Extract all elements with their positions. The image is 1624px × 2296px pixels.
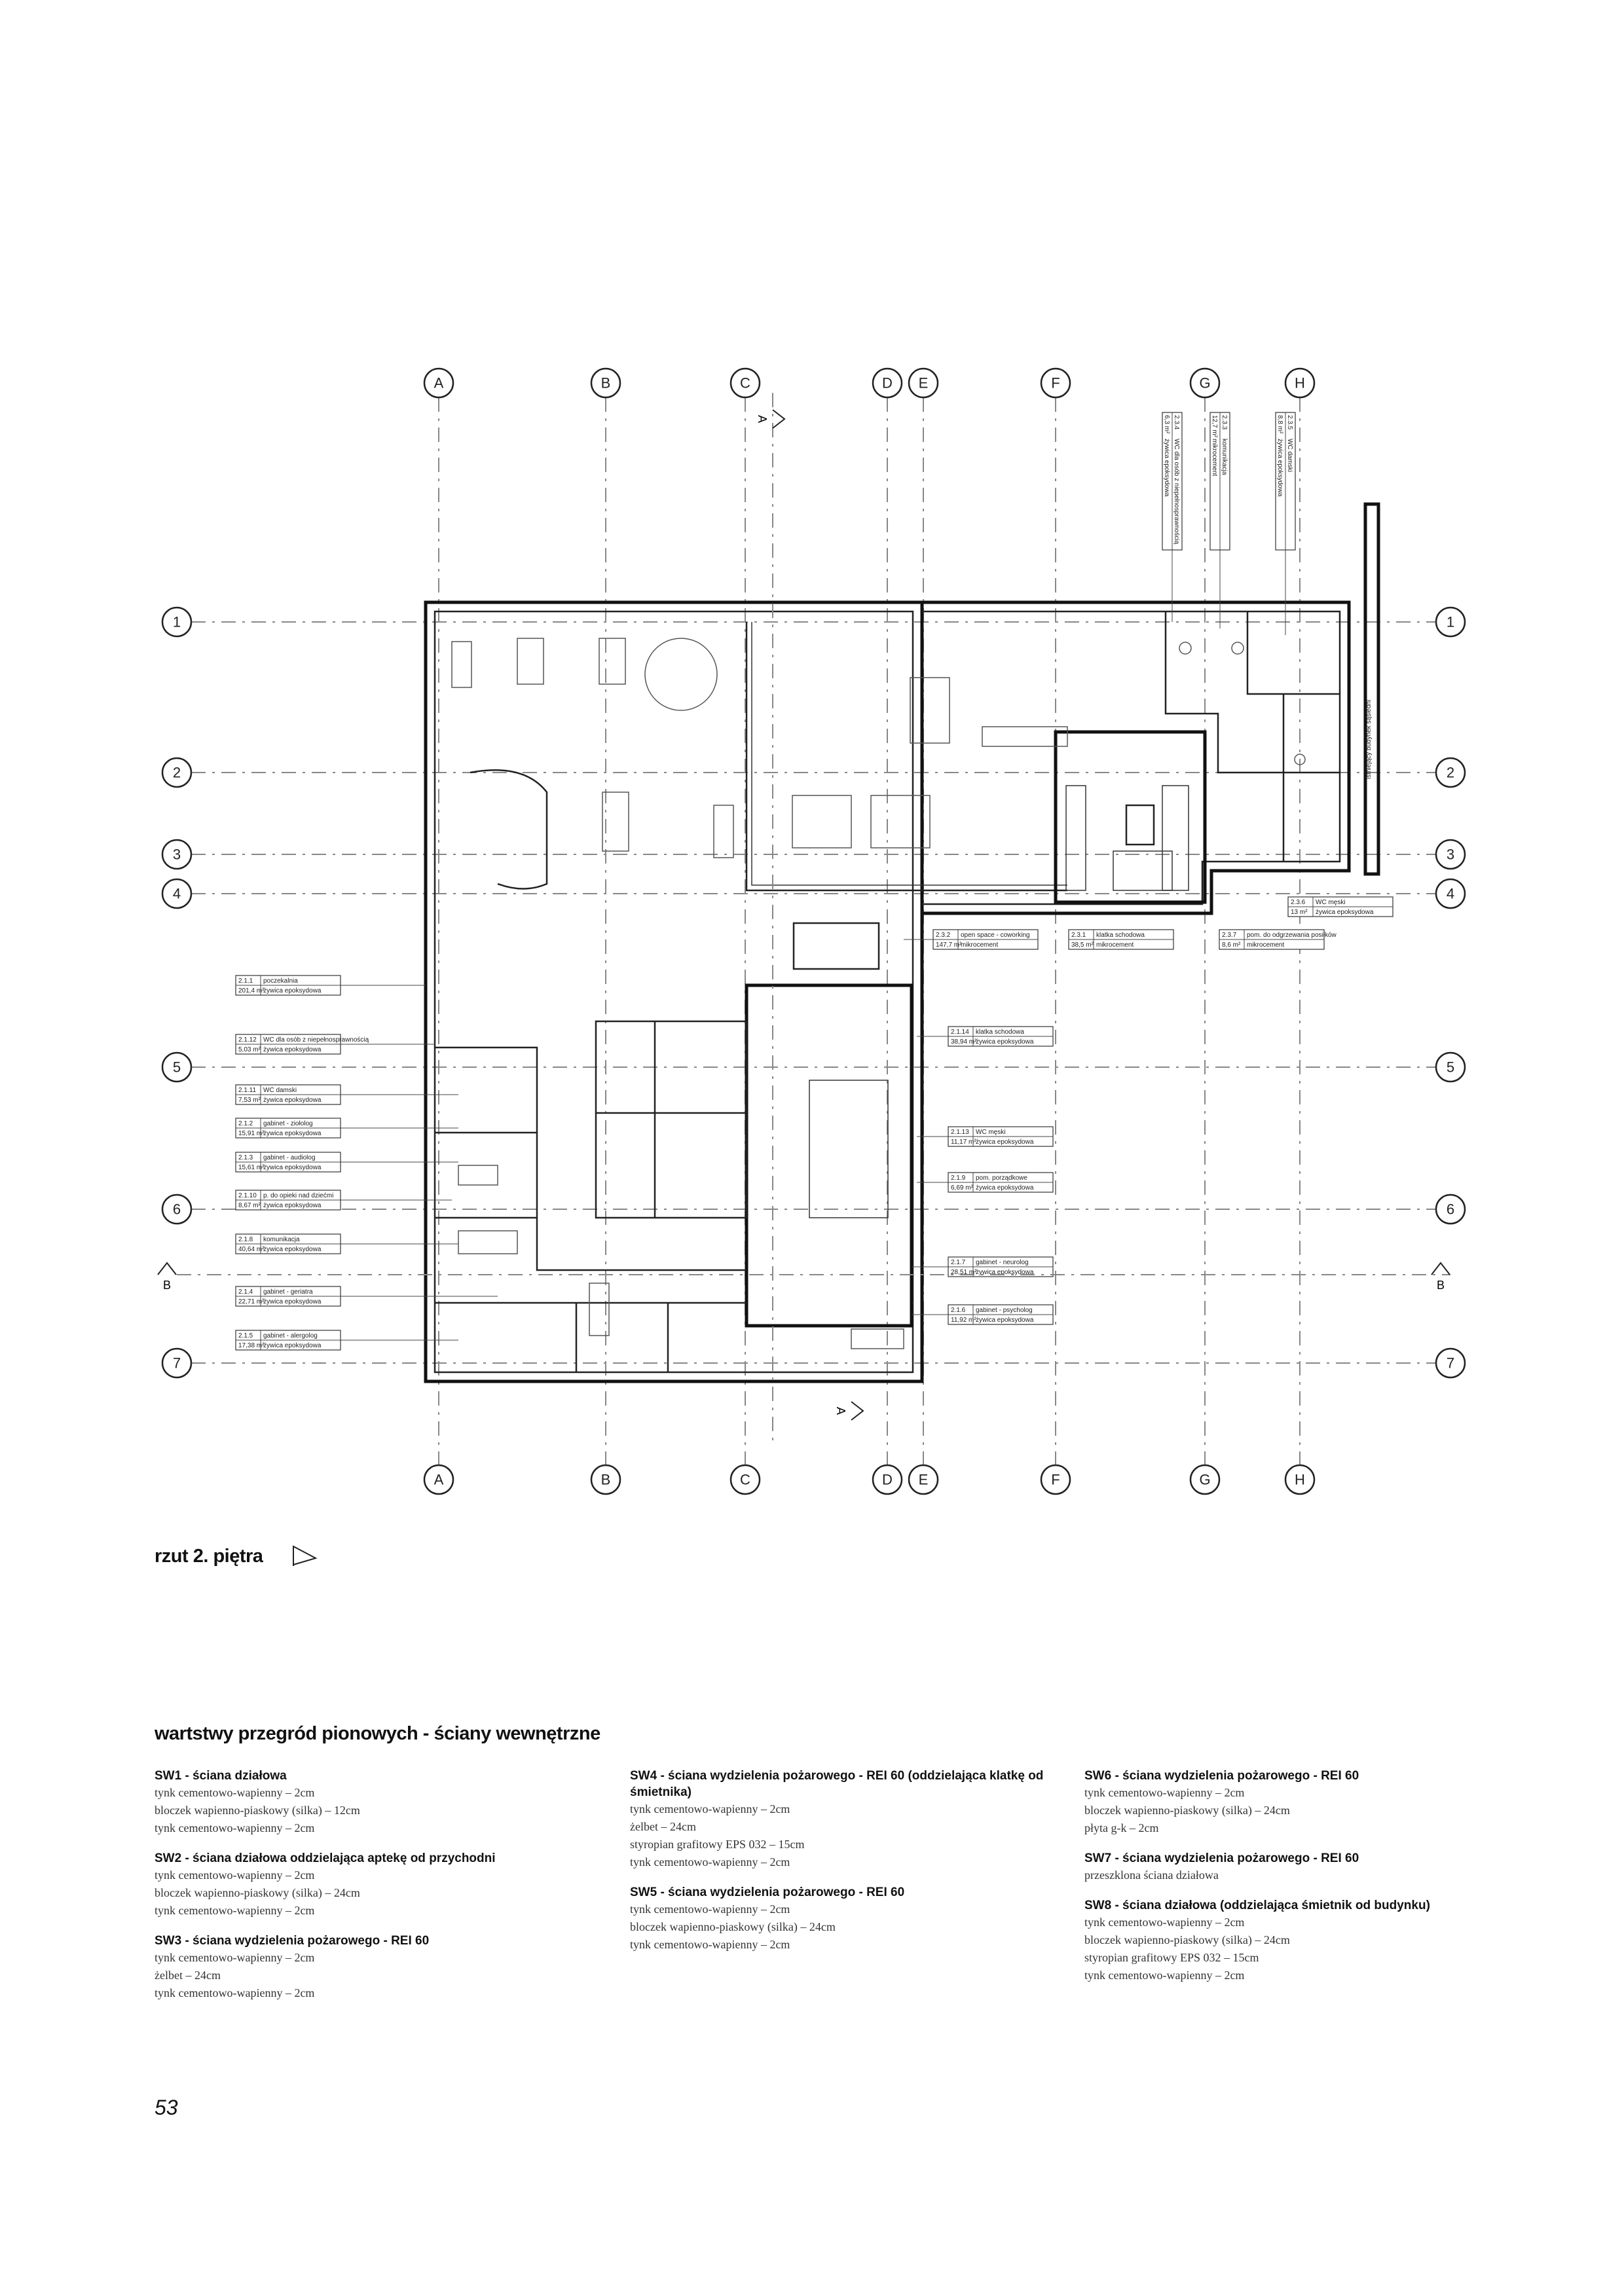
left-building-inner-face	[435, 611, 913, 1372]
grid-bubble-bottom-F	[1041, 1465, 1070, 1494]
grid-bubble-top-C	[731, 369, 760, 397]
section-mark-b-left-label: B	[162, 1279, 172, 1292]
wall-layer: tynk cementowo-wapienny – 2cm	[1084, 1916, 1245, 1929]
neighbour-building-wall	[1365, 504, 1378, 874]
north-arrow-icon	[291, 1544, 318, 1569]
wall-type-title: SW7 - ściana wydzielenia pożarowego - REI 60	[1084, 1851, 1359, 1865]
room-tag-finish: żywica epoksydowa	[263, 1130, 322, 1137]
room-tag-id: 2.1.12	[238, 1036, 257, 1044]
grid-bubble-top-D-label: D	[882, 374, 893, 392]
section-heading: wartstwy przegród pionowych - ściany wewnętrzne	[155, 1723, 600, 1744]
room-tag-name: komunikacja	[1221, 439, 1228, 475]
room-tag-area: 6,69 m²	[951, 1184, 973, 1192]
section-mark-a-top-label: A	[756, 414, 769, 424]
section-mark-b-right	[1431, 1263, 1450, 1292]
room-tag-finish: mikrocement	[1211, 439, 1218, 477]
wall-type	[1084, 1850, 1504, 1884]
page-number: 53	[155, 2096, 178, 2119]
room-tag-name: klatka schodowa	[1096, 932, 1145, 939]
wall-layer: tynk cementowo-wapienny – 2cm	[155, 1904, 315, 1917]
room-tag-id: 2.1.4	[238, 1288, 253, 1296]
wall-layer: styropian grafitowy EPS 032 – 15cm	[630, 1838, 805, 1851]
sofa	[714, 805, 733, 858]
grid-bubble-top-E-label: E	[918, 374, 929, 392]
wall-types-column-1	[155, 1768, 574, 2015]
grid-bubble-right-2-label: 2	[1446, 764, 1455, 781]
room-tag-id: 2.1.1	[238, 977, 253, 985]
grid-bubble-right-6-label: 6	[1446, 1201, 1455, 1218]
room-tag-id: 2.1.7	[951, 1259, 966, 1266]
room-tag-name: WC damski	[1286, 439, 1293, 473]
toilet-fixture	[1179, 642, 1191, 654]
room-tag-2-1-14	[917, 1027, 1053, 1046]
room-tag-area: 38,5 m²	[1071, 941, 1094, 949]
room-tag-id: 2.3.5	[1286, 415, 1293, 430]
room-tag-area: 7,53 m²	[238, 1097, 261, 1104]
section-mark-a-bottom-label: A	[834, 1406, 847, 1415]
grid-bubble-right-5	[1436, 1053, 1465, 1082]
round-table	[645, 638, 717, 710]
wall-types-column-3	[1084, 1768, 1504, 1997]
grid-bubble-bottom-H	[1285, 1465, 1314, 1494]
room-tag-id: 2.3.3	[1221, 415, 1228, 430]
room-tag-name: p. do opieki nad dziećmi	[263, 1192, 334, 1199]
wc-cluster	[596, 1021, 747, 1218]
grid-bubble-left-7	[162, 1349, 191, 1377]
room-tag-id: 2.1.6	[951, 1307, 966, 1314]
wall-type-title: SW1 - ściana działowa	[155, 1769, 287, 1783]
room-tag-area: 8,8 m²	[1276, 415, 1283, 434]
grid-bubble-left-5	[162, 1053, 191, 1082]
room-tag-2-1-13	[917, 1127, 1053, 1146]
sofa	[452, 642, 471, 687]
room-tag-name: WC dla osób z niepełnosprawnością	[263, 1036, 369, 1044]
grid-bubble-bottom-B-label: B	[600, 1471, 611, 1488]
grid-bubble-top-E	[909, 369, 938, 397]
room-tag-finish: żywica epoksydowa	[976, 1139, 1034, 1146]
left-building-perimeter	[426, 602, 922, 1381]
room-tag-finish: żywica epoksydowa	[263, 987, 322, 994]
glazed-partition	[747, 622, 1067, 890]
toilet-fixture	[1232, 642, 1244, 654]
grid-bubble-right-3	[1436, 840, 1465, 869]
wall-layer: tynk cementowo-wapienny – 2cm	[630, 1855, 790, 1868]
grid-bubble-left-1	[162, 608, 191, 636]
room-tag-id: 2.1.10	[238, 1192, 257, 1199]
wall-layer: tynk cementowo-wapienny – 2cm	[1084, 1786, 1245, 1799]
section-mark-a-top	[756, 410, 784, 428]
room-tag-finish: żywica epoksydowa	[263, 1246, 322, 1253]
grid-bubble-right-3-label: 3	[1446, 846, 1455, 863]
grid-bubble-right-6	[1436, 1195, 1465, 1224]
room-tag-area: 8,67 m²	[238, 1202, 261, 1209]
grid-bubble-bottom-G	[1190, 1465, 1219, 1494]
room-tag-id: 2.1.14	[951, 1029, 969, 1036]
grid-bubble-right-1-label: 1	[1446, 613, 1455, 630]
room-tag-area: 11,17 m²	[951, 1139, 976, 1146]
room-tag-id: 2.1.8	[238, 1236, 253, 1243]
wall-type	[155, 1933, 574, 2002]
neighbour-building-note: istniejący budynek sąsiedni	[1365, 699, 1373, 779]
wall-type	[630, 1768, 1049, 1871]
room-tag-2-1-9	[917, 1173, 1053, 1192]
grid-bubble-left-3	[162, 840, 191, 869]
room-tag-finish: żywica epoksydowa	[263, 1097, 322, 1104]
room-tag-id: 2.3.6	[1291, 899, 1306, 906]
room-tag-id: 2.3.1	[1071, 932, 1086, 939]
room-tag-finish: żywica epoksydowa	[976, 1317, 1034, 1324]
grid-bubble-left-4	[162, 879, 191, 908]
wall-layer: przeszklona ściana działowa	[1084, 1868, 1219, 1882]
right-block-perimeter	[922, 602, 1349, 913]
room-tag-area: 40,64 m²	[238, 1246, 265, 1253]
plan-caption: rzut 2. piętra	[155, 1546, 263, 1567]
right-block-inner-face	[922, 611, 1340, 904]
room-tag-2-1-1	[236, 975, 426, 995]
section-mark-b-left	[158, 1263, 176, 1292]
glazed-partition-inner	[752, 622, 1067, 885]
grid-bubble-left-3-label: 3	[172, 846, 181, 863]
room-tag-finish: żywica epoksydowa	[263, 1298, 322, 1305]
wall-layer: żelbet – 24cm	[155, 1969, 221, 1982]
room-tag-finish: żywica epoksydowa	[976, 1269, 1034, 1276]
room-tag-area: 17,38 m²	[238, 1342, 265, 1349]
room-tag-name: gabinet - audiolog	[263, 1154, 316, 1161]
stair-flight-2	[1162, 786, 1189, 890]
wall-layer: żelbet – 24cm	[630, 1820, 696, 1833]
grid-bubble-right-2	[1436, 758, 1465, 787]
room-tag-finish: mikrocement	[1247, 941, 1285, 949]
room-tag-finish: żywica epoksydowa	[263, 1164, 322, 1171]
room-tag-area: 147,7 m²	[936, 941, 962, 949]
room-tag-area: 15,91 m²	[238, 1130, 265, 1137]
grid-bubble-right-1	[1436, 608, 1465, 636]
lift-shaft	[1126, 805, 1154, 845]
grid-bubble-top-F-label: F	[1051, 374, 1060, 392]
room-tag-area: 38,94 m²	[951, 1038, 977, 1046]
room-tag-name: poczekalnia	[263, 977, 298, 985]
grid-bubble-bottom-G-label: G	[1199, 1471, 1211, 1488]
plant-box	[599, 638, 625, 684]
wall-type	[1084, 1897, 1504, 1984]
wall-layer: tynk cementowo-wapienny – 2cm	[630, 1938, 790, 1951]
grid-bubble-bottom-B	[591, 1465, 620, 1494]
room-tag-name: klatka schodowa	[976, 1029, 1024, 1036]
wall-layer: tynk cementowo-wapienny – 2cm	[155, 1786, 315, 1799]
wall-type-title: SW4 - ściana wydzielenia pożarowego - REI 60 (oddzielająca klatkę od śmietnika)	[630, 1769, 1044, 1799]
grid-bubble-top-A	[424, 369, 453, 397]
wall-layer: tynk cementowo-wapienny – 2cm	[630, 1903, 790, 1916]
room-tag-area: 15,61 m²	[238, 1164, 265, 1171]
room-tag-2-1-10	[236, 1190, 452, 1210]
grid-bubble-left-7-label: 7	[172, 1355, 181, 1372]
wall-layer: tynk cementowo-wapienny – 2cm	[155, 1951, 315, 1964]
grid-bubble-top-H-label: H	[1295, 374, 1305, 392]
room-tag-area: 13 m²	[1291, 909, 1308, 916]
room-tag-area: 11,92 m²	[951, 1317, 976, 1324]
exam-couch	[458, 1231, 517, 1254]
room-tag-name: WC męski	[976, 1129, 1006, 1136]
grid-bubble-top-G-label: G	[1199, 374, 1211, 392]
room-tag-finish: mikrocement	[961, 941, 999, 949]
plant-box	[517, 638, 544, 684]
wall-type-title: SW6 - ściana wydzielenia pożarowego - REI 60	[1084, 1769, 1359, 1783]
grid-bubble-left-2-label: 2	[172, 764, 181, 781]
room-tag-id: 2.3.4	[1173, 415, 1180, 430]
room-tag-id: 2.1.2	[238, 1120, 253, 1127]
grid-bubble-top-G	[1190, 369, 1219, 397]
room-tag-area: 6,3 m²	[1163, 415, 1170, 434]
room-tag-2-1-6	[912, 1305, 1053, 1324]
desk	[851, 1329, 904, 1349]
stair-flight-center	[809, 1080, 888, 1218]
wall-layer: bloczek wapienno-piaskowy (silka) – 24cm	[1084, 1804, 1290, 1817]
room-tag-name: komunikacja	[263, 1236, 300, 1243]
stair-landing	[1113, 851, 1172, 890]
room-tag-id: 2.1.5	[238, 1332, 253, 1339]
room-tag-finish: żywica epoksydowa	[976, 1038, 1034, 1046]
grid-bubble-right-4-label: 4	[1446, 885, 1455, 902]
stair-flight-1	[1066, 786, 1086, 890]
wall-type	[155, 1850, 574, 1920]
room-tag-finish: żywica epoksydowa	[1276, 439, 1283, 497]
room-tag-id: 2.1.9	[951, 1175, 966, 1182]
room-tag-area: 8,6 m²	[1222, 941, 1241, 949]
room-tag-area: 201,4 m²	[238, 987, 265, 994]
grid-bubble-right-5-label: 5	[1446, 1059, 1455, 1076]
wall-layer: tynk cementowo-wapienny – 2cm	[1084, 1969, 1245, 1982]
room-tag-2-3-3	[1210, 412, 1230, 629]
grid-bubble-bottom-D-label: D	[882, 1471, 893, 1488]
grid-bubble-right-4	[1436, 879, 1465, 908]
wall-layer: bloczek wapienno-piaskowy (silka) – 24cm	[1084, 1933, 1290, 1946]
room-tag-finish: żywica epoksydowa	[976, 1184, 1034, 1192]
wall-types-column-2	[630, 1768, 1049, 1967]
room-tag-name: gabinet - psycholog	[976, 1307, 1033, 1314]
grid-bubble-right-7	[1436, 1349, 1465, 1377]
grid-bubble-top-B-label: B	[600, 374, 611, 392]
lift-center	[794, 923, 879, 969]
room-tag-name: open space - coworking	[961, 932, 1030, 939]
room-tag-name: pom. do odgrzewania posiłków	[1247, 932, 1337, 939]
grid-bubble-bottom-E	[909, 1465, 938, 1494]
room-tag-2-3-1	[1069, 930, 1173, 949]
wall-type-title: SW8 - ściana działowa (oddzielająca śmietnik od budynku)	[1084, 1899, 1430, 1912]
wall-layer: bloczek wapienno-piaskowy (silka) – 12cm	[155, 1804, 360, 1817]
grid-bubble-top-B	[591, 369, 620, 397]
wall-layer: bloczek wapienno-piaskowy (silka) – 24cm	[630, 1920, 836, 1933]
wall-layer: bloczek wapienno-piaskowy (silka) – 24cm	[155, 1886, 360, 1899]
room-tag-id: 2.3.7	[1222, 932, 1237, 939]
grid-bubble-top-C-label: C	[740, 374, 750, 392]
wall-layer: tynk cementowo-wapienny – 2cm	[155, 1821, 315, 1834]
wall-type-title: SW3 - ściana wydzielenia pożarowego - REI 60	[155, 1934, 430, 1948]
room-tag-name: gabinet - geriatra	[263, 1288, 313, 1296]
room-tag-finish: żywica epoksydowa	[263, 1342, 322, 1349]
room-tag-id: 2.1.11	[238, 1087, 257, 1094]
room-tag-name: WC męski	[1316, 899, 1346, 906]
grid-bubble-top-H	[1285, 369, 1314, 397]
grid-bubble-bottom-C-label: C	[740, 1471, 750, 1488]
desk	[458, 1165, 498, 1185]
grid-bubble-bottom-A	[424, 1465, 453, 1494]
wall-type-title: SW2 - ściana działowa oddzielająca aptekę od przychodni	[155, 1851, 496, 1865]
wall-layer: tynk cementowo-wapienny – 2cm	[630, 1802, 790, 1815]
grid-bubble-top-D	[873, 369, 902, 397]
grid-bubble-bottom-C	[731, 1465, 760, 1494]
room-tag-2-1-7	[912, 1257, 1053, 1277]
wall-type	[630, 1884, 1049, 1954]
room-tag-id: 2.1.3	[238, 1154, 253, 1161]
section-marks	[158, 393, 1450, 1440]
wall-type-title: SW5 - ściana wydzielenia pożarowego - REI 60	[630, 1886, 905, 1899]
grid-bubble-left-5-label: 5	[172, 1059, 181, 1076]
grid-bubble-bottom-E-label: E	[918, 1471, 929, 1488]
grid-bubble-left-6-label: 6	[172, 1201, 181, 1218]
grid-bubble-left-1-label: 1	[172, 613, 181, 630]
room-tag-id: 2.1.13	[951, 1129, 969, 1136]
room-tag-name: gabinet - alergolog	[263, 1332, 318, 1339]
grid-bubble-bottom-H-label: H	[1295, 1471, 1305, 1488]
room-tag-2-3-7	[1219, 930, 1337, 949]
desk-cluster	[910, 678, 950, 743]
room-tag-finish: żywica epoksydowa	[1316, 909, 1374, 916]
room-tag-name: gabinet - ziołolog	[263, 1120, 313, 1127]
grid-bubble-bottom-D	[873, 1465, 902, 1494]
room-tag-name: gabinet - neurolog	[976, 1259, 1029, 1266]
grid-bubble-left-6	[162, 1195, 191, 1224]
grid-bubble-left-2	[162, 758, 191, 787]
wc-block-wall	[1166, 611, 1340, 773]
room-tag-2-3-4	[1162, 412, 1182, 622]
wall-type	[1084, 1768, 1504, 1837]
room-tag-area: 5,03 m²	[238, 1046, 261, 1053]
room-tag-finish: mikrocement	[1096, 941, 1134, 949]
stair-core-right	[1056, 732, 1205, 902]
wall-layer: tynk cementowo-wapienny – 2cm	[155, 1868, 315, 1882]
room-tag-name: pom. porządkowe	[976, 1175, 1027, 1182]
room-tag-area: 12,7 m²	[1211, 415, 1218, 437]
wall-type	[155, 1768, 574, 1837]
grid-bubble-top-F	[1041, 369, 1070, 397]
room-tag-id: 2.3.2	[936, 932, 951, 939]
rooms-west-wall	[435, 1048, 747, 1270]
section-mark-b-right-label: B	[1436, 1279, 1445, 1292]
grid-bubble-left-4-label: 4	[172, 885, 181, 902]
grid-bubble-right-7-label: 7	[1446, 1355, 1455, 1372]
room-tag-name: WC damski	[263, 1087, 297, 1094]
room-tag-2-3-6	[1288, 897, 1393, 917]
wall-layer: styropian grafitowy EPS 032 – 15cm	[1084, 1951, 1259, 1964]
grid-bubble-bottom-F-label: F	[1051, 1471, 1060, 1488]
room-tag-area: 28,51 m²	[951, 1269, 977, 1276]
wall-layer: tynk cementowo-wapienny – 2cm	[155, 1986, 315, 1999]
room-tag-name: WC dla osób z niepełnosprawnością	[1173, 439, 1180, 545]
room-tag-finish: żywica epoksydowa	[263, 1046, 322, 1053]
wall-layer: płyta g-k – 2cm	[1084, 1821, 1159, 1834]
room-tag-finish: żywica epoksydowa	[1163, 439, 1170, 497]
room-tag-area: 22,71 m²	[238, 1298, 265, 1305]
room-tag-finish: żywica epoksydowa	[263, 1202, 322, 1209]
reception-counter	[470, 770, 547, 888]
grid-bubble-top-A-label: A	[434, 374, 444, 392]
room-tag-2-1-12	[236, 1034, 435, 1054]
wc-partition	[1247, 611, 1340, 694]
grid-bubble-bottom-A-label: A	[434, 1471, 444, 1488]
section-mark-a-bottom	[834, 1402, 863, 1420]
desk-cluster	[792, 795, 851, 848]
